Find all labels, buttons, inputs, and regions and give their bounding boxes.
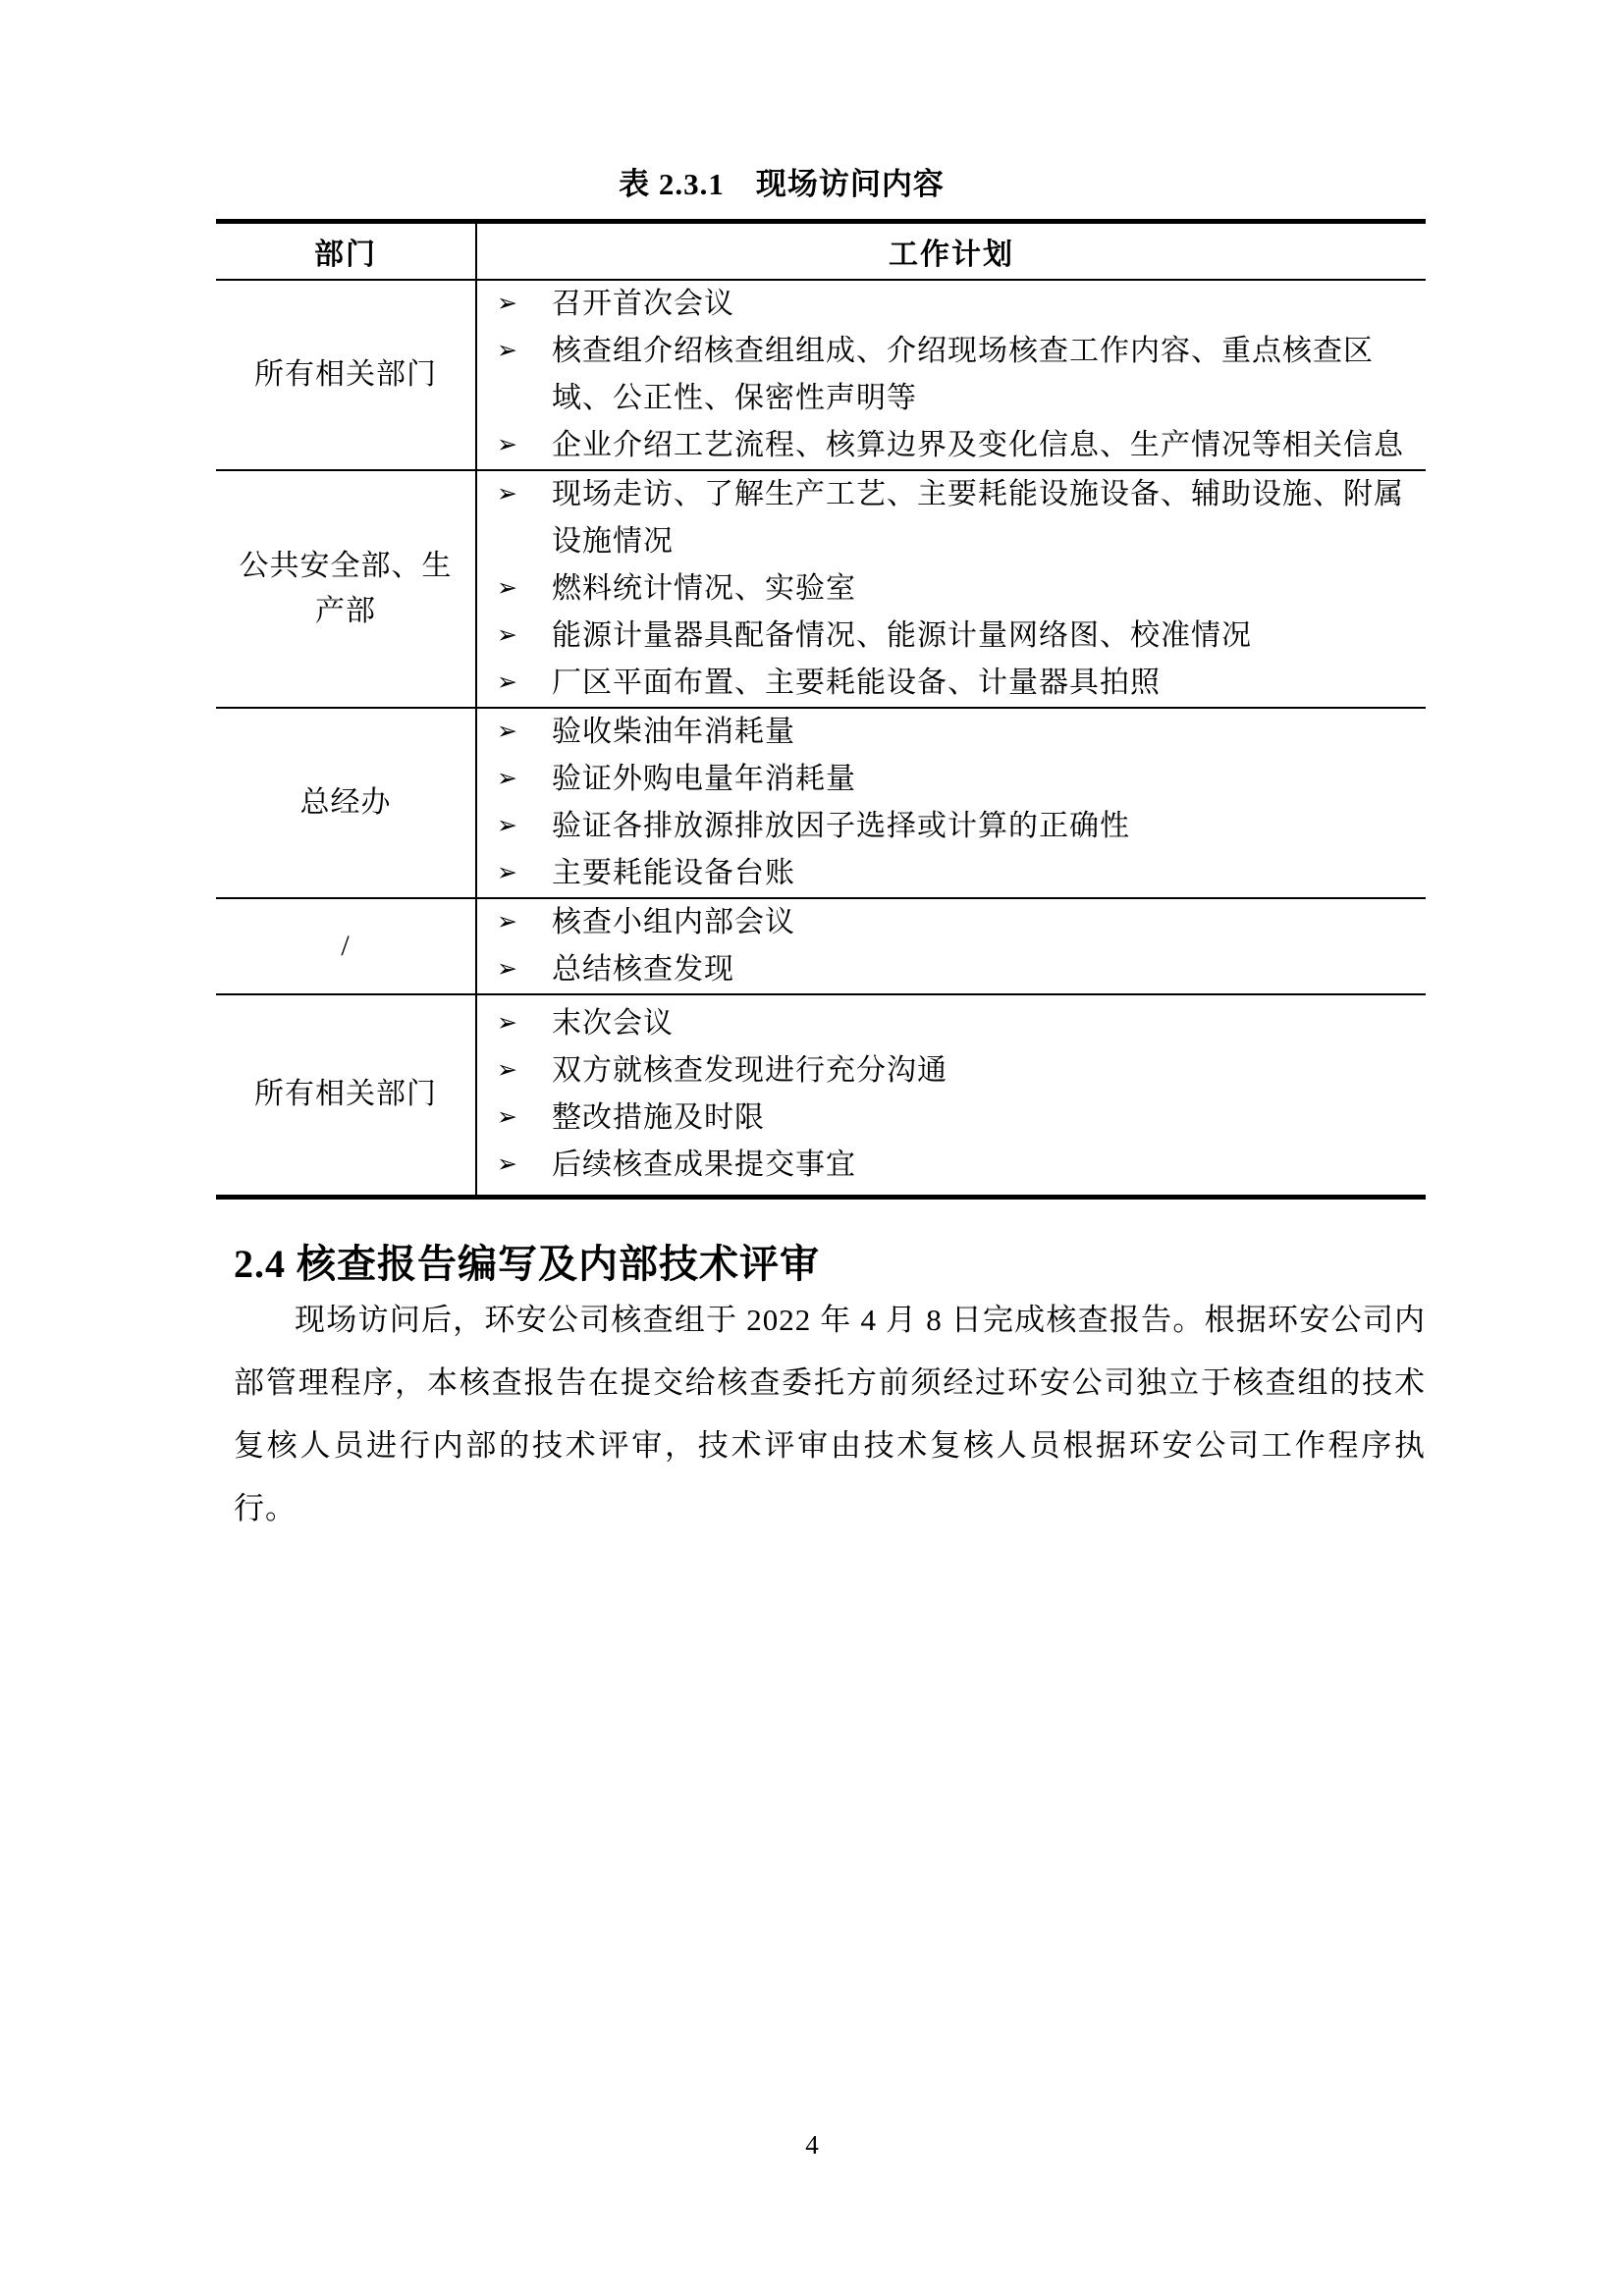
site-visit-table (216, 219, 1426, 1200)
plan-cell (476, 470, 1426, 708)
plan-item-list (497, 1000, 1426, 1189)
plan-item-text: 厂区平面布置、主要耗能设备、计量器具拍照 (552, 667, 1161, 699)
arrow-bullet-icon: ➢ (497, 909, 517, 935)
department-cell: 总经办 (216, 708, 476, 898)
plan-item-text: 能源计量器具配备情况、能源计量网络图、校准情况 (552, 619, 1252, 652)
plan-cell (476, 994, 1426, 1197)
arrow-bullet-icon: ➢ (497, 956, 517, 983)
plan-item-text: 末次会议 (552, 1007, 674, 1041)
table-row (216, 994, 1426, 1197)
arrow-bullet-icon: ➢ (497, 1010, 517, 1038)
arrow-bullet-icon: ➢ (497, 432, 517, 458)
plan-item-text: 验证各排放源排放因子选择或计算的正确性 (552, 810, 1130, 842)
plan-item (497, 1142, 1426, 1189)
table-caption: 表 2.3.1 现场访问内容 (619, 167, 945, 201)
section-heading: 2.4 核查报告编写及内部技术评审 (234, 1242, 820, 1286)
plan-item (497, 660, 1426, 707)
department-cell: 所有相关部门 (216, 280, 476, 470)
plan-item (497, 899, 1426, 946)
table-row (216, 898, 1426, 994)
arrow-bullet-icon: ➢ (497, 813, 517, 839)
plan-item-list (497, 899, 1426, 993)
plan-item-text: 验证外购电量年消耗量 (552, 763, 856, 795)
plan-item (497, 1000, 1426, 1047)
plan-item-text: 核查组介绍核查组组成、介绍现场核查工作内容、重点核查区域、公正性、保密性声明等 (552, 335, 1374, 414)
arrow-bullet-icon: ➢ (497, 481, 517, 507)
column-header-plan: 工作计划 (476, 222, 1426, 281)
plan-item (497, 281, 1426, 328)
arrow-bullet-icon: ➢ (497, 622, 517, 649)
table-header-row (216, 222, 1426, 281)
plan-item-text: 总结核查发现 (552, 953, 734, 986)
plan-item-text: 燃料统计情况、实验室 (552, 572, 856, 605)
page-number: 4 (805, 2130, 819, 2160)
plan-cell (476, 280, 1426, 470)
plan-item-text: 主要耗能设备台账 (552, 857, 795, 889)
plan-item (497, 1047, 1426, 1095)
arrow-bullet-icon: ➢ (497, 1057, 517, 1085)
plan-item-text: 现场走访、了解生产工艺、主要耗能设施设备、辅助设施、附属设施情况 (552, 478, 1404, 558)
plan-item-text: 后续核查成果提交事宜 (552, 1148, 856, 1182)
column-header-department: 部门 (216, 222, 476, 281)
arrow-bullet-icon: ➢ (497, 1151, 517, 1179)
arrow-bullet-icon: ➢ (497, 575, 517, 602)
arrow-bullet-icon: ➢ (497, 1104, 517, 1132)
plan-item (497, 613, 1426, 660)
plan-item-list (497, 471, 1426, 707)
plan-item-text: 企业介绍工艺流程、核算边界及变化信息、生产情况等相关信息 (552, 429, 1404, 461)
arrow-bullet-icon: ➢ (497, 719, 517, 745)
plan-item (497, 1095, 1426, 1142)
plan-item (497, 709, 1426, 756)
table-row (216, 470, 1426, 708)
plan-item (497, 756, 1426, 803)
plan-cell (476, 898, 1426, 994)
arrow-bullet-icon: ➢ (497, 669, 517, 696)
plan-item-text: 双方就核查发现进行充分沟通 (552, 1054, 947, 1088)
department-cell: / (216, 898, 476, 994)
plan-item (497, 850, 1426, 897)
plan-item (497, 471, 1426, 565)
arrow-bullet-icon: ➢ (497, 766, 517, 792)
department-cell: 所有相关部门 (216, 994, 476, 1197)
arrow-bullet-icon: ➢ (497, 291, 517, 317)
arrow-bullet-icon: ➢ (497, 338, 517, 364)
plan-item-text: 整改措施及时限 (552, 1101, 765, 1135)
plan-cell (476, 708, 1426, 898)
plan-item-list (497, 709, 1426, 897)
plan-item-list (497, 281, 1426, 469)
plan-item-text: 核查小组内部会议 (552, 906, 795, 938)
body-paragraph: 现场访问后，环安公司核查组于 2022 年 4 月 8 日完成核查报告。根据环安公司内部管理程序，本核查报告在提交给核查委托方前须经过环安公司独立于核查组的技术复核人员进行内部的技术评审，技术评审由技术复核人员根据环安公司工作程序执行。 (234, 1303, 1426, 1525)
plan-item (497, 946, 1426, 993)
plan-item (497, 803, 1426, 850)
plan-item (497, 565, 1426, 613)
department-cell: 公共安全部、生产部 (216, 470, 476, 708)
table-row (216, 280, 1426, 470)
arrow-bullet-icon: ➢ (497, 860, 517, 886)
table-row (216, 708, 1426, 898)
plan-item (497, 328, 1426, 422)
plan-item-text: 验收柴油年消耗量 (552, 716, 795, 748)
plan-item (497, 422, 1426, 469)
plan-item-text: 召开首次会议 (552, 288, 734, 320)
